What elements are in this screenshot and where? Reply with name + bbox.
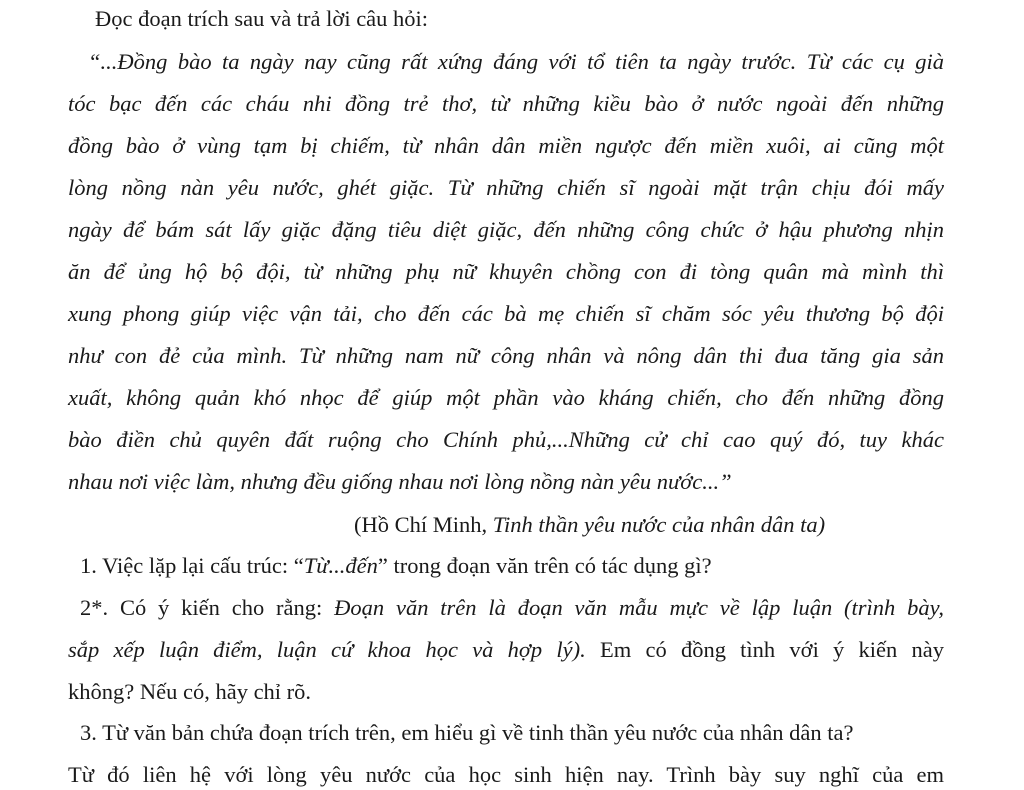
question-2-line-3: không? Nếu có, hãy chỉ rõ. [68, 679, 312, 704]
question-1-prefix: 1. Việc lặp lại cấu trúc: “ [80, 553, 304, 578]
question-2-opinion: Đoạn văn trên là đoạn văn mẫu mực về lập luận (trình bày, [334, 595, 944, 620]
question-2-line-1 [80, 597, 944, 620]
instruction-heading: Đọc đoạn trích sau và trả lời câu hỏi: [95, 6, 429, 31]
passage-line: ngày để bám sát lấy giặc đặng tiêu diệt giặc, đến những công chức ở hậu phương nhịn [68, 217, 944, 242]
passage-line: đồng bào ở vùng tạm bị chiếm, từ nhân dân miền ngược đến miền xuôi, ai cũng một [68, 133, 944, 158]
source-title: Tinh thần yêu nước của nhân dân ta) [492, 512, 826, 537]
passage-line: bào điền chủ quyên đất ruộng cho Chính phủ,...Những cử chỉ cao quý đó, tuy khác [68, 427, 944, 452]
question-2-ask: Em có đồng tình với ý kiến này [585, 637, 944, 662]
question-2-opinion-cont: sắp xếp luận điểm, luận cứ khoa học và hợp lý). [68, 637, 586, 662]
passage-line: nhau nơi việc làm, nhưng đều giống nhau nơi lòng nồng nàn yêu nước...” [68, 469, 732, 494]
passage-line: tóc bạc đến các cháu nhi đồng trẻ thơ, từ những kiều bào ở nước ngoài đến những [68, 91, 944, 116]
passage-line: “...Đồng bào ta ngày nay cũng rất xứng đáng với tổ tiên ta ngày trước. Từ các cụ già [88, 49, 944, 74]
question-3-line-2: Từ đó liên hệ với lòng yêu nước của học sinh hiện nay. Trình bày suy nghĩ của em [68, 762, 944, 787]
question-2-line-2 [68, 639, 944, 662]
passage-line: lòng nồng nàn yêu nước, ghét giặc. Từ những chiến sĩ ngoài mặt trận chịu đói mấy [68, 175, 944, 200]
passage-line: ăn để ủng hộ bộ đội, từ những phụ nữ khuyên chồng con đi tòng quân mà mình thì [68, 259, 944, 284]
source-author: Hồ Chí Minh, [361, 512, 488, 537]
source-open-paren: ( [354, 512, 362, 537]
question-2-prefix: 2*. Có ý kiến cho rằng: [80, 595, 335, 620]
passage-line: xung phong giúp việc vận tải, cho đến các bà mẹ chiến sĩ chăm sóc yêu thương bộ đội [68, 301, 944, 326]
passage-line: như con đẻ của mình. Từ những nam nữ công nhân và nông dân thi đua tăng gia sản [68, 343, 944, 368]
source-citation [354, 514, 825, 537]
passage-line: xuất, không quản khó nhọc để giúp một phần vào kháng chiến, cho đến những đồng [68, 385, 944, 410]
question-3-line-1: 3. Từ văn bản chứa đoạn trích trên, em hiểu gì về tinh thần yêu nước của nhân dân ta? [80, 720, 854, 745]
question-1-suffix: ” trong đoạn văn trên có tác dụng gì? [377, 553, 712, 578]
question-1 [80, 555, 712, 578]
question-1-structure: Từ...đến [303, 553, 378, 578]
